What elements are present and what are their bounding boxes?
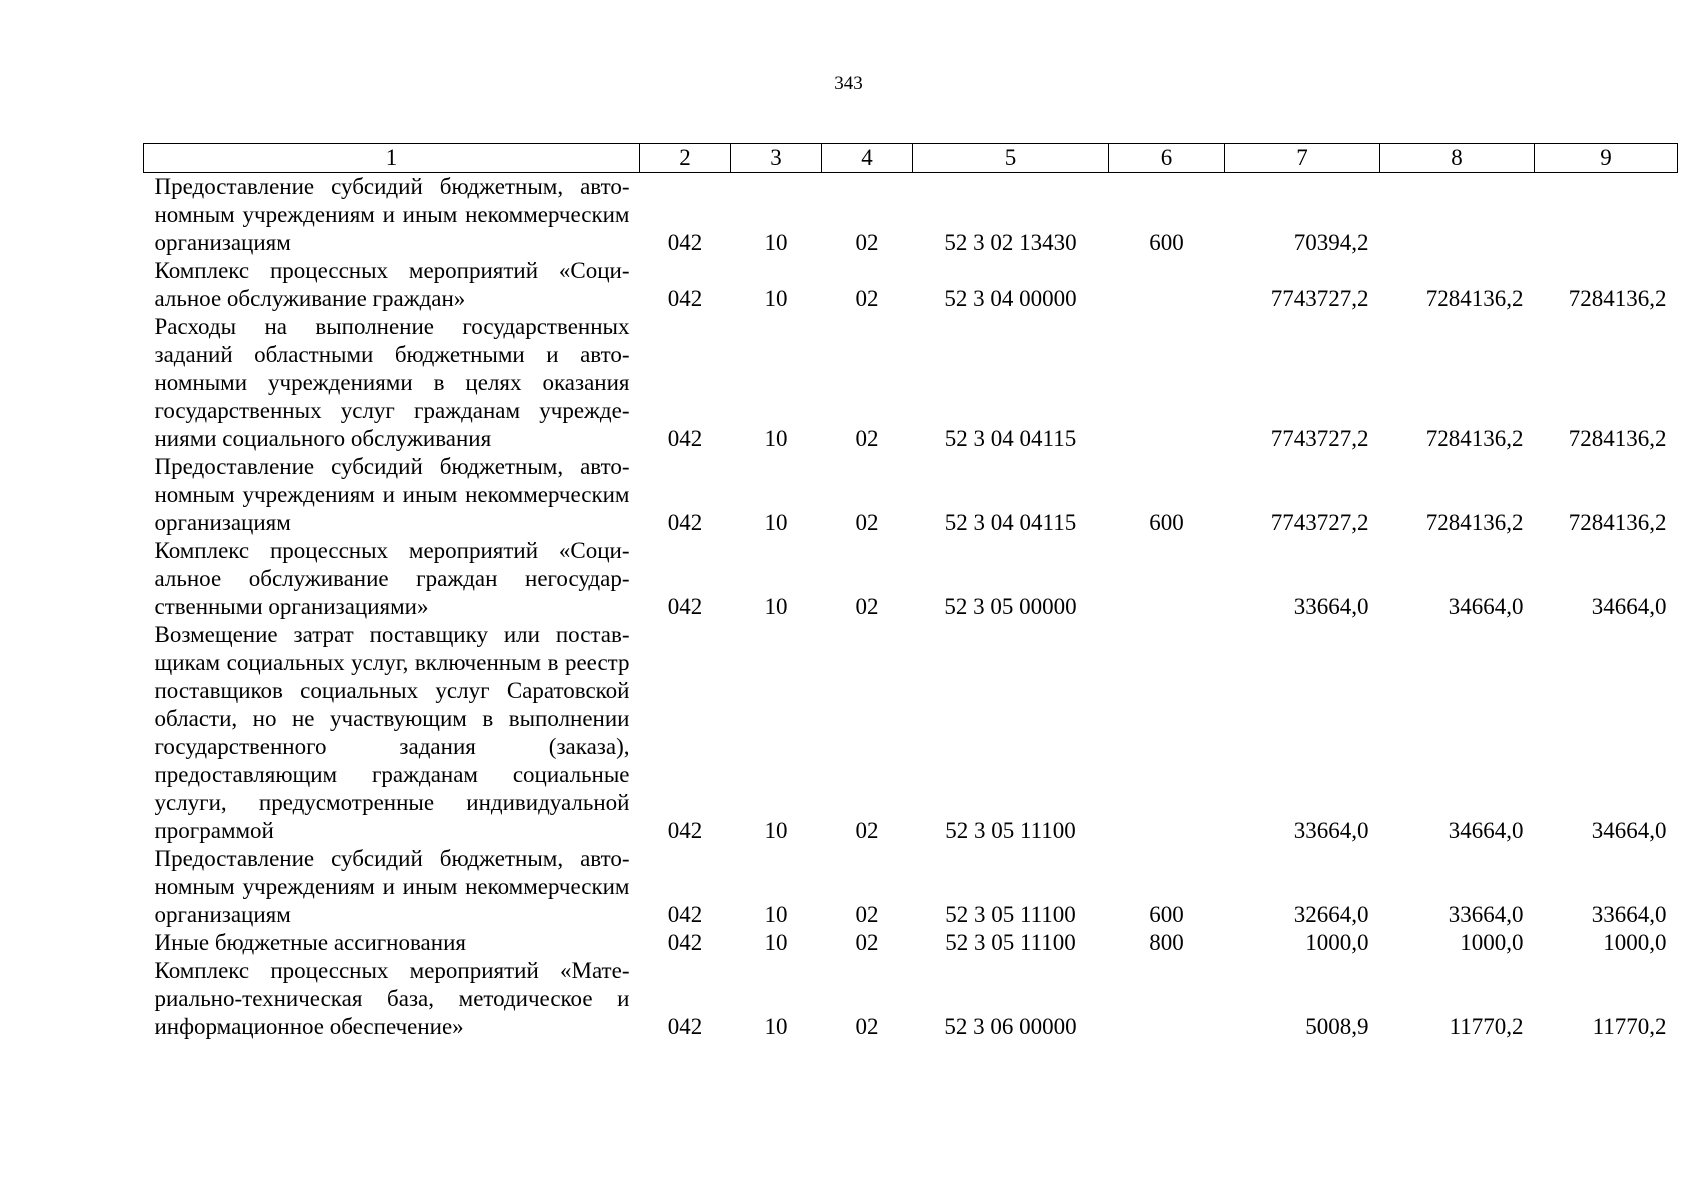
cell-col7: 7743727,2 [1270, 510, 1369, 535]
row-name: Расходы на выполнение государственных заданий областными бюджетными и автономными учреждениями в целях оказания государственных услуг гражданам учреждениями социального обслуживания [154, 314, 630, 451]
header-cell: 6 [1109, 144, 1225, 173]
cell-col5: 52 3 05 11100 [945, 818, 1076, 843]
cell-col2: 042 [667, 594, 703, 619]
table-row [144, 313, 1678, 453]
cell-col3: 10 [764, 230, 788, 255]
cell-col6: 600 [1149, 230, 1184, 255]
cell-col8: 34664,0 [1448, 594, 1524, 619]
header-cell: 8 [1380, 144, 1535, 173]
cell-col4: 02 [855, 818, 879, 843]
cell-col8: 7284136,2 [1425, 426, 1524, 451]
cell-col4: 02 [855, 426, 879, 451]
cell-col5: 52 3 04 04115 [944, 510, 1077, 535]
table-row [144, 537, 1678, 621]
cell-col9: 34664,0 [1591, 594, 1667, 619]
cell-col5: 52 3 04 04115 [944, 426, 1077, 451]
cell-col5: 52 3 05 00000 [944, 594, 1077, 619]
cell-col3: 10 [764, 286, 788, 311]
cell-col2: 042 [667, 426, 703, 451]
cell-col4: 02 [855, 902, 879, 927]
cell-col3: 10 [764, 902, 788, 927]
cell-col7: 7743727,2 [1270, 286, 1369, 311]
header-cell: 9 [1535, 144, 1678, 173]
header-cell: 3 [731, 144, 822, 173]
header-cell: 7 [1225, 144, 1380, 173]
cell-col5: 52 3 02 13430 [944, 230, 1077, 255]
cell-col4: 02 [855, 930, 879, 955]
cell-col2: 042 [667, 1014, 703, 1039]
cell-col6 [1109, 621, 1225, 845]
row-name: Предоставление субсидий бюджетным, автономным учреждениям и иным некоммерческим организациям [154, 846, 630, 927]
table-row [144, 173, 1678, 258]
cell-col2: 042 [667, 230, 703, 255]
header-cell: 5 [913, 144, 1109, 173]
cell-col9 [1535, 173, 1678, 258]
cell-col6: 800 [1149, 930, 1184, 955]
table-row [144, 845, 1678, 929]
header-cell: 2 [640, 144, 731, 173]
row-name: Предоставление субсидий бюджетным, автономным учреждениям и иным некоммерческим организациям [154, 174, 630, 255]
cell-col8: 1000,0 [1460, 930, 1524, 955]
row-name: Комплекс процессных мероприятий «Социальное обслуживание граждан» [154, 258, 630, 311]
row-name: Комплекс процессных мероприятий «Социальное обслуживание граждан негосударственными организациями» [154, 538, 630, 619]
row-name: Комплекс процессных мероприятий «Материально-техническая база, методическое и информационное обеспечение» [154, 958, 630, 1039]
table-row [144, 257, 1678, 313]
cell-col2: 042 [667, 510, 703, 535]
cell-col5: 52 3 05 11100 [945, 930, 1076, 955]
cell-col2: 042 [667, 902, 703, 927]
cell-col3: 10 [764, 426, 788, 451]
cell-col9: 7284136,2 [1568, 286, 1667, 311]
cell-col9: 34664,0 [1591, 818, 1667, 843]
cell-col7: 33664,0 [1293, 594, 1369, 619]
cell-col6 [1109, 537, 1225, 621]
cell-col7: 70394,2 [1293, 230, 1369, 255]
cell-col5: 52 3 06 00000 [944, 1014, 1077, 1039]
cell-col6 [1109, 257, 1225, 313]
table-row [144, 957, 1678, 1041]
cell-col3: 10 [764, 594, 788, 619]
cell-col8: 7284136,2 [1425, 510, 1524, 535]
cell-col9: 7284136,2 [1568, 426, 1667, 451]
cell-col3: 10 [764, 510, 788, 535]
budget-table [143, 143, 1678, 1041]
cell-col8 [1380, 173, 1535, 258]
row-name: Возмещение затрат поставщику или поставщикам социальных услуг, включенным в реестр поставщиков социальных услуг Саратовской области, но не участвующим в выполнении государственного задания (заказа), предоставляющим гражданам социальные услуги, предусмотренные индивидуальной программой [154, 622, 630, 843]
cell-col7: 7743727,2 [1270, 426, 1369, 451]
header-cell: 4 [822, 144, 913, 173]
cell-col4: 02 [855, 286, 879, 311]
cell-col9: 7284136,2 [1568, 510, 1667, 535]
cell-col3: 10 [764, 930, 788, 955]
cell-col8: 33664,0 [1448, 902, 1524, 927]
cell-col3: 10 [764, 1014, 788, 1039]
cell-col2: 042 [667, 930, 703, 955]
cell-col6 [1109, 313, 1225, 453]
cell-col2: 042 [667, 286, 703, 311]
cell-col8: 11770,2 [1449, 1014, 1524, 1039]
cell-col6 [1109, 957, 1225, 1041]
cell-col4: 02 [855, 230, 879, 255]
cell-col4: 02 [855, 1014, 879, 1039]
cell-col2: 042 [667, 818, 703, 843]
cell-col9: 33664,0 [1591, 902, 1667, 927]
cell-col7: 32664,0 [1293, 902, 1369, 927]
cell-col3: 10 [764, 818, 788, 843]
cell-col7: 5008,9 [1305, 1014, 1369, 1039]
cell-col7: 33664,0 [1293, 818, 1369, 843]
page-number: 343 [834, 73, 863, 94]
table-row [144, 621, 1678, 845]
cell-col6: 600 [1149, 902, 1184, 927]
cell-col8: 34664,0 [1448, 818, 1524, 843]
cell-col9: 11770,2 [1592, 1014, 1667, 1039]
cell-col4: 02 [855, 594, 879, 619]
cell-col7: 1000,0 [1305, 930, 1369, 955]
header-cell: 1 [144, 144, 640, 173]
cell-col5: 52 3 05 11100 [945, 902, 1076, 927]
cell-col4: 02 [855, 510, 879, 535]
row-name: Иные бюджетные ассигнования [154, 930, 466, 955]
table-row [144, 453, 1678, 537]
cell-col6: 600 [1149, 510, 1184, 535]
table-row [144, 929, 1678, 957]
cell-col5: 52 3 04 00000 [944, 286, 1077, 311]
cell-col8: 7284136,2 [1425, 286, 1524, 311]
row-name: Предоставление субсидий бюджетным, автономным учреждениям и иным некоммерческим организациям [154, 454, 630, 535]
cell-col9: 1000,0 [1603, 930, 1667, 955]
header-row [144, 144, 1678, 173]
